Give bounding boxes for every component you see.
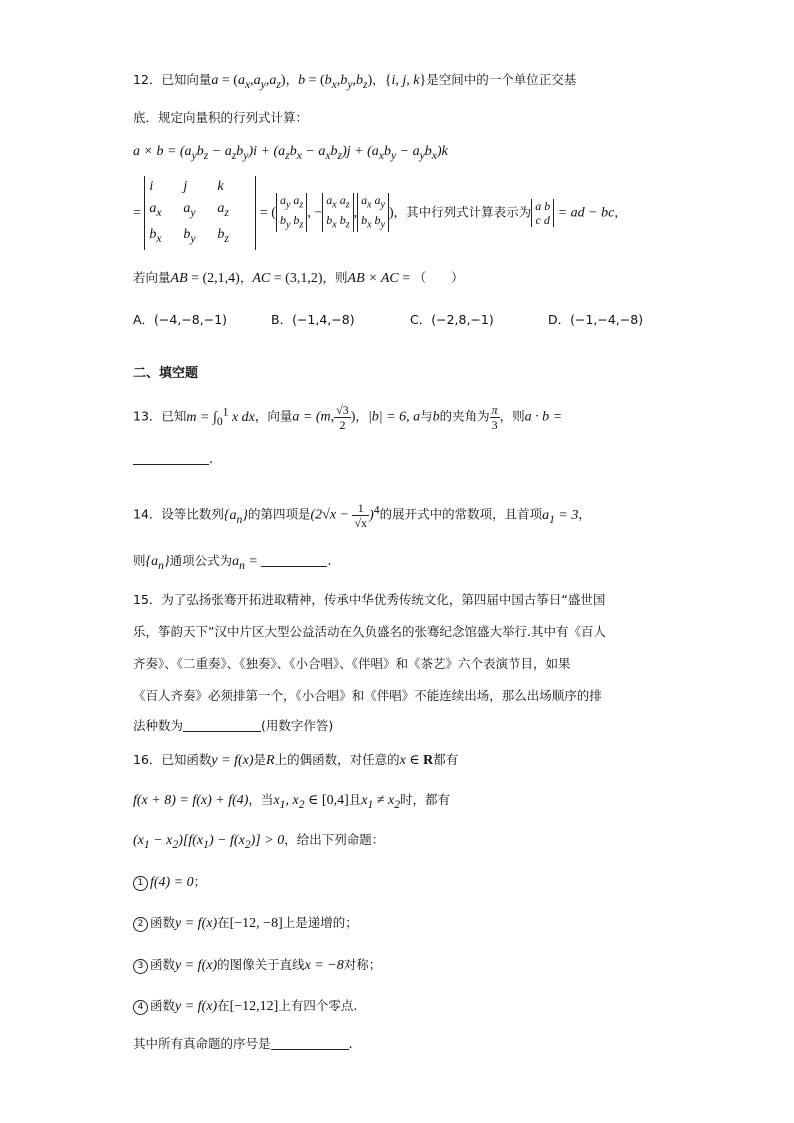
circled-4-icon: 4: [133, 1000, 148, 1015]
circled-3-icon: 3: [133, 959, 148, 974]
q16-item-2: 2 函数y = f(x)在[−12, −8]上是递增的；: [133, 913, 358, 934]
q12-option-a: A．(−4,−8,−1): [133, 312, 228, 327]
answer-blank[interactable]: [133, 450, 209, 465]
determinant-3x3: i j k $a_x$ $a_y$ $a_z$ $b_x$ $b_y$ $b_z$: [144, 176, 256, 250]
answer-blank[interactable]: [183, 717, 261, 732]
q13-line: 13．已知$m = \int_0^1$ x dx，向量a = (m, $\frac{√3}{2}$ )，|b| = 6, a与b的夹角为 $\frac{\pi}{3}$ ，则a · b =: [133, 402, 563, 432]
q12-option-b: B．(−1,4,−8): [271, 312, 355, 327]
q16-line-1: 16．已知函数y = f(x)是R上的偶函数，对任意的x ∈ R都有: [133, 752, 459, 768]
q12-line-1: 12．已知向量$a = (a_x,a_y,a_z)$，$b = (b_x,b_y,b_z)$，{i, j, k}是空间中的一个单位正交基: [133, 72, 577, 91]
q13-answer-line: .: [133, 450, 213, 470]
q15-line-1: 15．为了弘扬张骞开拓进取精神，传承中华优秀传统文化，第四届中国古筝日“盛世国: [133, 592, 606, 607]
circled-1-icon: 1: [133, 876, 148, 891]
q16-last-line: 其中所有真命题的序号是 .: [133, 1036, 353, 1052]
q16-line-2: f(x + 8) = f(x) + f(4)，当$x_1$, $x_2$ ∈ [0,4]且$x_1 \ne x_2$时，都有: [133, 792, 451, 811]
q16-item-4: 4 函数y = f(x)在[−12,12]上有四个零点.: [133, 996, 357, 1017]
answer-blank[interactable]: [261, 552, 327, 567]
q12-line-5: 若向量AB = (2,1,4)，AC = (3,1,2)，则AB × AC = （ ）: [133, 270, 464, 286]
q15-line-4: 《百人齐奏》必须排第一个，《小合唱》和《伴唱》不能连续出场，那么出场顺序的排: [133, 688, 602, 703]
q15-line-2: 乐，筝韵天下”汉中片区大型公益活动在久负盛名的张骞纪念馆盛大举行.其中有《百人: [133, 624, 606, 639]
q12-cross-formula: $a \times b = (a_yb_z - a_zb_y)i + (a_zb_x - a_xb_z)j + (a_xb_y - a_yb_x)k$: [133, 144, 448, 162]
q12-option-d: D．(−1,−4,−8): [548, 312, 644, 327]
math-vec-a: a: [211, 73, 219, 88]
q16-line-3: $(x_1 - x_2)[f(x_1) - f(x_2)] > 0$，给出下列命题：: [133, 832, 385, 851]
q14-line-2: 则$\{a_n\}$通项公式为$a_n$ = .: [133, 553, 332, 572]
q14-line-1: 14．设等比数列$\{a_n\}$的第四项是(2√x − $\frac{1}{√x}$ )$^4$的展开式中的常数项，且首项$a_1 = 3$，: [133, 500, 591, 530]
q16-item-3: 3 函数y = f(x)的图像关于直线x = −8对称；: [133, 955, 381, 976]
q12-option-c: C．(−2,8,−1): [410, 312, 494, 327]
circled-2-icon: 2: [133, 917, 148, 932]
q12-line-2: 底．规定向量积的行列式计算：: [133, 110, 309, 125]
q15-line-3: 齐奏》、《二重奏》、《独奏》、《小合唱》、《伴唱》和《茶艺》六个表演节目，如果: [133, 656, 571, 671]
q16-item-1: 1 f(4) = 0；: [133, 872, 206, 893]
answer-blank[interactable]: [271, 1035, 349, 1050]
section-heading: 二、填空题: [133, 366, 199, 381]
q12-determinant-line: = i j k $a_x$ $a_y$ $a_z$ $b_x$ $b_y$ $b_z$ = ($a_y$ $a_z$ $b_y$ $b_z$, $-a_x$ $a_z$ $b_x$ $b_z,a_x$ $a_y$ $b_x$ $b_y$)，其中行列式计算表示为 a b c d = ad − bc，: [133, 176, 627, 250]
q15-line-5: 法种数为 (用数字作答): [133, 718, 334, 733]
